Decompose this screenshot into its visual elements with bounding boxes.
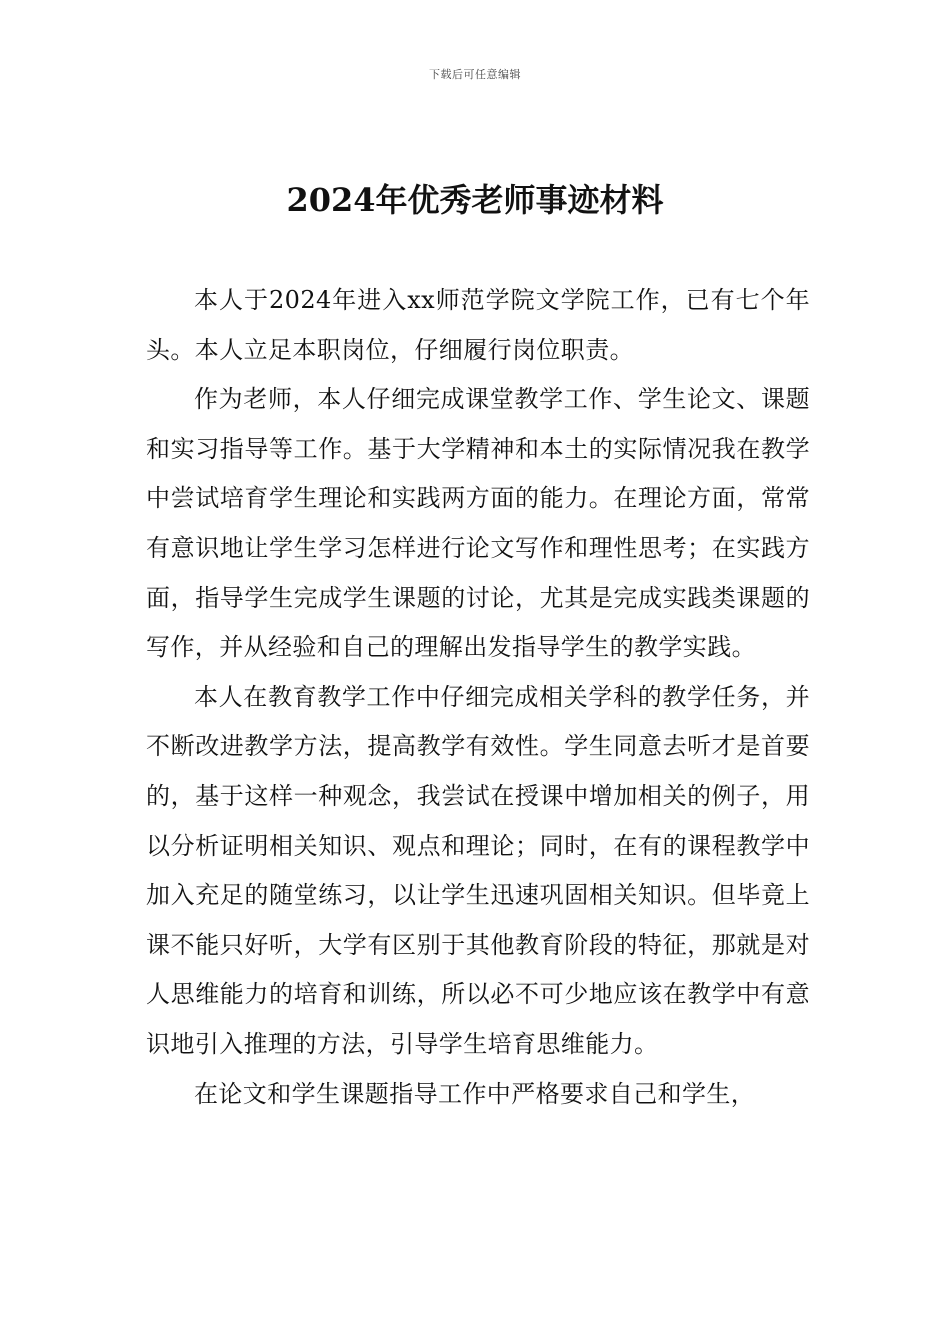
header-note: 下载后可任意编辑 [429, 68, 521, 81]
document-body [146, 276, 810, 1119]
paragraph-2: 作为老师，本人仔细完成课堂教学工作、学生论文、课题和实习指导等工作。基于大学精神和本土的实际情况我在教学中尝试培育学生理论和实践两方面的能力。在理论方面，常常有意识地让学生学习怎样进行论文写作和理性思考；在实践方面，指导学生完成学生课题的讨论，尤其是完成实践类课题的写作，并从经验和自己的理解出发指导学生的教学实践。 [146, 385, 810, 662]
paragraph-1: 本人于2024年进入xx师范学院文学院工作，已有七个年头。本人立足本职岗位，仔细履行岗位职责。 [146, 286, 810, 364]
paragraph-3: 本人在教育教学工作中仔细完成相关学科的教学任务，并不断改进教学方法，提高教学有效性。学生同意去听才是首要的，基于这样一种观念，我尝试在授课中增加相关的例子，用以分析证明相关知识、观点和理论；同时，在有的课程教学中加入充足的随堂练习，以让学生迅速巩固相关知识。但毕竟上课不能只好听，大学有区别于其他教育阶段的特征，那就是对人思维能力的培育和训练，所以必不可少地应该在教学中有意识地引入推理的方法，引导学生培育思维能力。 [146, 682, 810, 1058]
paragraph-4: 在论文和学生课题指导工作中严格要求自己和学生， [194, 1079, 756, 1108]
document-title: 2024年优秀老师事迹材料 [286, 181, 664, 219]
